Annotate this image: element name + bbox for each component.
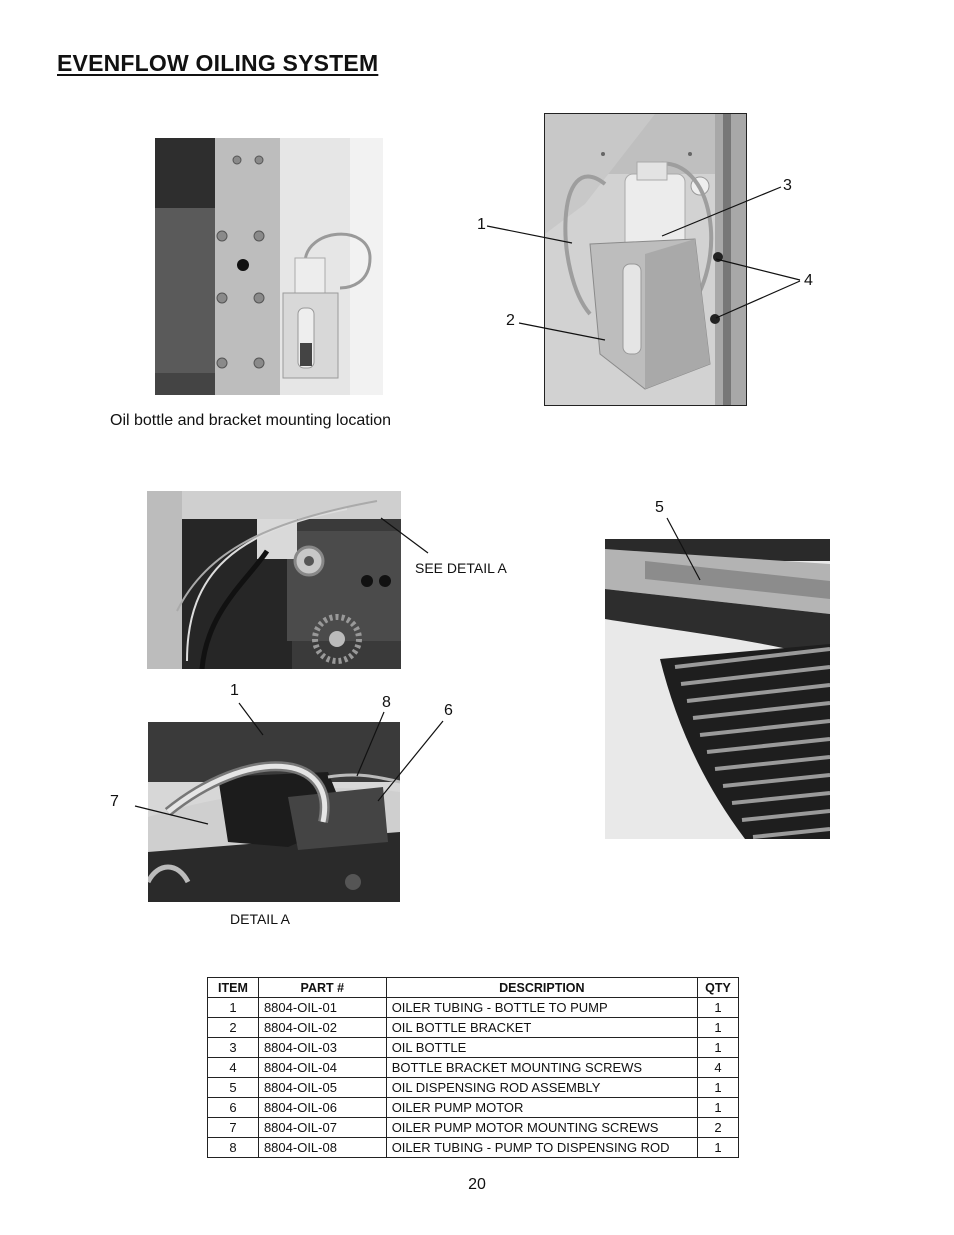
- callout-1-bottle: 1: [477, 216, 486, 233]
- cell-qty: 1: [698, 1098, 739, 1118]
- parts-table: [207, 977, 739, 1158]
- cell-item: 2: [208, 1018, 259, 1038]
- cell-part: 8804-OIL-01: [258, 998, 386, 1018]
- cell-description: OILER TUBING - PUMP TO DISPENSING ROD: [386, 1138, 697, 1158]
- cell-description: OILER PUMP MOTOR MOUNTING SCREWS: [386, 1118, 697, 1138]
- table-row: [208, 1118, 739, 1138]
- callout-1-pump: 1: [230, 682, 239, 699]
- callout-8-pump: 8: [382, 694, 391, 711]
- cell-description: OIL DISPENSING ROD ASSEMBLY: [386, 1078, 697, 1098]
- photo-bottle-bracket: [544, 113, 747, 406]
- table-header-row: [208, 978, 739, 998]
- cell-item: 6: [208, 1098, 259, 1118]
- table-row: [208, 1018, 739, 1038]
- photo-mounting-location: [155, 138, 383, 395]
- header-item: ITEM: [208, 978, 259, 998]
- header-description: DESCRIPTION: [386, 978, 697, 998]
- parts-table-body: [208, 998, 739, 1158]
- cell-qty: 2: [698, 1118, 739, 1138]
- cell-qty: 4: [698, 1058, 739, 1078]
- cell-item: 3: [208, 1038, 259, 1058]
- detail-a-caption: DETAIL A: [230, 911, 290, 927]
- cell-item: 4: [208, 1058, 259, 1078]
- cell-qty: 1: [698, 1138, 739, 1158]
- see-detail-label: SEE DETAIL A: [415, 560, 507, 576]
- table-row: [208, 1138, 739, 1158]
- table-row: [208, 1038, 739, 1058]
- callout-4-bottle: 4: [804, 272, 813, 289]
- table-row: [208, 1058, 739, 1078]
- cell-part: 8804-OIL-06: [258, 1098, 386, 1118]
- callout-3-bottle: 3: [783, 177, 792, 194]
- header-part: PART #: [258, 978, 386, 998]
- header-qty: QTY: [698, 978, 739, 998]
- cell-item: 7: [208, 1118, 259, 1138]
- cell-description: OIL BOTTLE: [386, 1038, 697, 1058]
- cell-qty: 1: [698, 1038, 739, 1058]
- table-row: [208, 998, 739, 1018]
- cell-part: 8804-OIL-02: [258, 1018, 386, 1038]
- callout-5-rod: 5: [655, 499, 664, 516]
- photo-mounting-caption: Oil bottle and bracket mounting location: [110, 412, 392, 429]
- cell-item: 1: [208, 998, 259, 1018]
- callout-7-pump: 7: [110, 793, 119, 810]
- cell-qty: 1: [698, 1018, 739, 1038]
- callout-2-bottle: 2: [506, 312, 515, 329]
- cell-part: 8804-OIL-08: [258, 1138, 386, 1158]
- cell-item: 5: [208, 1078, 259, 1098]
- cell-part: 8804-OIL-05: [258, 1078, 386, 1098]
- callout-6-pump: 6: [444, 702, 453, 719]
- table-row: [208, 1098, 739, 1118]
- cell-description: OIL BOTTLE BRACKET: [386, 1018, 697, 1038]
- photo-pump-area: [147, 491, 401, 669]
- cell-part: 8804-OIL-07: [258, 1118, 386, 1138]
- cell-description: BOTTLE BRACKET MOUNTING SCREWS: [386, 1058, 697, 1078]
- cell-description: OILER PUMP MOTOR: [386, 1098, 697, 1118]
- cell-description: OILER TUBING - BOTTLE TO PUMP: [386, 998, 697, 1018]
- page-title: EVENFLOW OILING SYSTEM: [57, 50, 379, 76]
- cell-qty: 1: [698, 1078, 739, 1098]
- cell-part: 8804-OIL-03: [258, 1038, 386, 1058]
- table-row: [208, 1078, 739, 1098]
- cell-part: 8804-OIL-04: [258, 1058, 386, 1078]
- cell-item: 8: [208, 1138, 259, 1158]
- photo-dispensing-rod: [605, 539, 830, 839]
- cell-qty: 1: [698, 998, 739, 1018]
- photo-detail-a: [148, 722, 400, 902]
- page-number: 20: [468, 1176, 486, 1193]
